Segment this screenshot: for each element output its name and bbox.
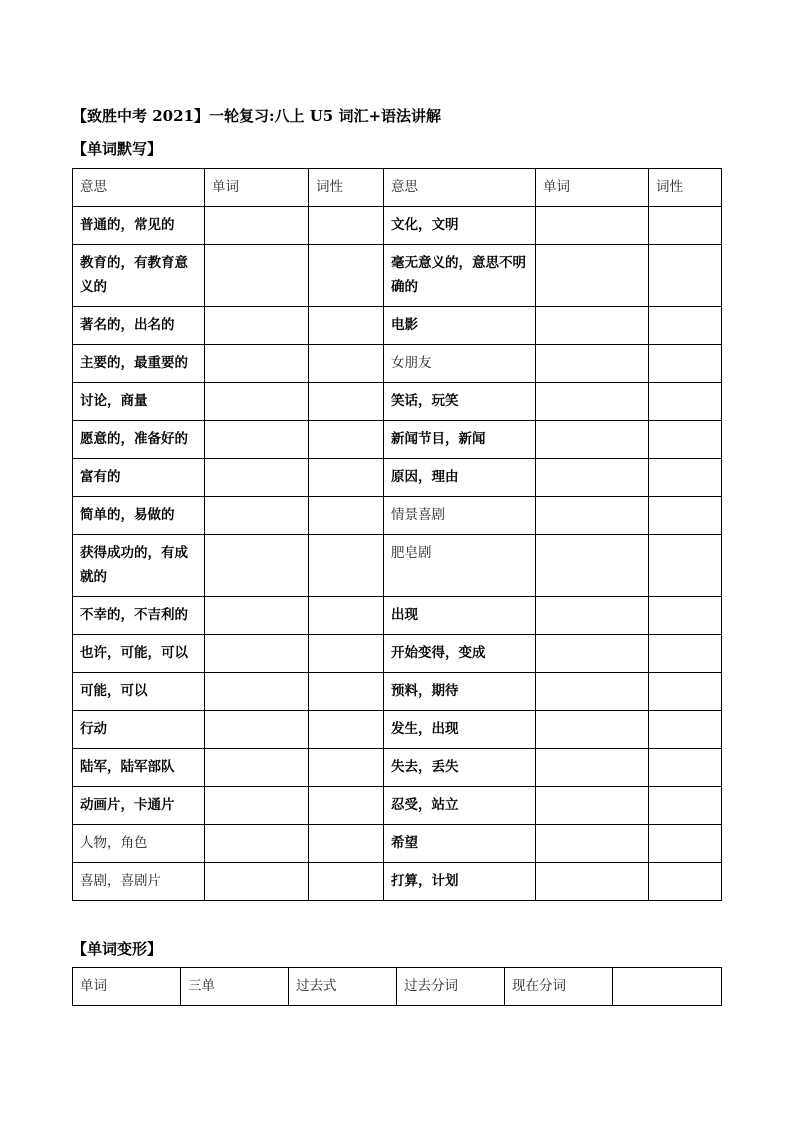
word-blank[interactable]	[536, 245, 649, 307]
pos-blank[interactable]	[309, 749, 384, 787]
word-blank[interactable]	[205, 535, 309, 597]
table-row	[73, 459, 722, 497]
meaning-cell: 动画片，卡通片	[73, 787, 205, 825]
meaning-cell: 不幸的，不吉利的	[73, 597, 205, 635]
forms-section-heading: 【单词变形】	[72, 940, 163, 958]
table-row	[73, 421, 722, 459]
table-row	[73, 597, 722, 635]
word-blank[interactable]	[205, 345, 309, 383]
word-blank[interactable]	[536, 535, 649, 597]
word-blank[interactable]	[205, 635, 309, 673]
pos-blank[interactable]	[309, 345, 384, 383]
pos-blank[interactable]	[309, 673, 384, 711]
meaning-cell: 普通的，常见的	[73, 207, 205, 245]
pos-blank[interactable]	[649, 383, 722, 421]
header-cell: 三单	[181, 968, 289, 1006]
pos-blank[interactable]	[649, 307, 722, 345]
pos-blank[interactable]	[309, 245, 384, 307]
pos-blank[interactable]	[649, 207, 722, 245]
meaning-cell: 原因，理由	[384, 459, 536, 497]
header-cell: 意思	[73, 169, 205, 207]
meaning-cell: 愿意的，准备好的	[73, 421, 205, 459]
word-blank[interactable]	[205, 459, 309, 497]
meaning-cell: 讨论，商量	[73, 383, 205, 421]
meaning-cell: 新闻节目，新闻	[384, 421, 536, 459]
header-cell: 现在分词	[505, 968, 613, 1006]
table-row	[73, 345, 722, 383]
meaning-cell: 忍受，站立	[384, 787, 536, 825]
word-blank[interactable]	[536, 421, 649, 459]
word-blank[interactable]	[205, 787, 309, 825]
meaning-cell: 情景喜剧	[384, 497, 536, 535]
word-blank[interactable]	[536, 459, 649, 497]
word-blank[interactable]	[536, 345, 649, 383]
table-row	[73, 635, 722, 673]
pos-blank[interactable]	[649, 749, 722, 787]
meaning-cell: 富有的	[73, 459, 205, 497]
word-blank[interactable]	[205, 421, 309, 459]
meaning-cell: 发生，出现	[384, 711, 536, 749]
meaning-cell: 电影	[384, 307, 536, 345]
meaning-cell: 肥皂剧	[384, 535, 536, 597]
meaning-cell: 可能，可以	[73, 673, 205, 711]
header-cell: 过去式	[289, 968, 397, 1006]
table-row	[73, 863, 722, 901]
pos-blank[interactable]	[649, 245, 722, 307]
header-cell: 单词	[205, 169, 309, 207]
table-row	[73, 245, 722, 307]
table-row	[73, 497, 722, 535]
pos-blank[interactable]	[309, 635, 384, 673]
word-blank[interactable]	[205, 383, 309, 421]
pos-blank[interactable]	[309, 597, 384, 635]
word-blank[interactable]	[205, 673, 309, 711]
meaning-cell: 预料，期待	[384, 673, 536, 711]
word-blank[interactable]	[205, 245, 309, 307]
pos-blank[interactable]	[309, 307, 384, 345]
word-blank[interactable]	[205, 711, 309, 749]
word-blank[interactable]	[536, 863, 649, 901]
pos-blank[interactable]	[649, 535, 722, 597]
pos-blank[interactable]	[309, 825, 384, 863]
table-row	[73, 749, 722, 787]
word-blank[interactable]	[536, 825, 649, 863]
word-blank[interactable]	[536, 749, 649, 787]
word-blank[interactable]	[536, 635, 649, 673]
word-blank[interactable]	[205, 749, 309, 787]
meaning-cell: 文化，文明	[384, 207, 536, 245]
meaning-cell: 也许，可能，可以	[73, 635, 205, 673]
header-cell: 单词	[536, 169, 649, 207]
table-row	[73, 383, 722, 421]
header-cell: 词性	[649, 169, 722, 207]
meaning-cell: 人物，角色	[73, 825, 205, 863]
table-row	[73, 673, 722, 711]
word-blank[interactable]	[205, 863, 309, 901]
pos-blank[interactable]	[309, 863, 384, 901]
word-blank[interactable]	[205, 307, 309, 345]
pos-blank[interactable]	[649, 497, 722, 535]
meaning-cell: 失去，丢失	[384, 749, 536, 787]
word-forms-table	[72, 967, 722, 1006]
pos-blank[interactable]	[649, 421, 722, 459]
pos-blank[interactable]	[649, 459, 722, 497]
word-blank[interactable]	[205, 207, 309, 245]
word-blank[interactable]	[536, 673, 649, 711]
table-header-row	[73, 169, 722, 207]
meaning-cell: 行动	[73, 711, 205, 749]
meaning-cell: 出现	[384, 597, 536, 635]
table-row	[73, 711, 722, 749]
word-blank[interactable]	[536, 207, 649, 245]
meaning-cell: 喜剧，喜剧片	[73, 863, 205, 901]
pos-blank[interactable]	[649, 345, 722, 383]
meaning-cell: 女朋友	[384, 345, 536, 383]
table-row	[73, 207, 722, 245]
table-row	[73, 825, 722, 863]
meaning-cell: 教育的，有教育意义的	[73, 245, 205, 307]
vocab-section-heading: 【单词默写】	[72, 140, 163, 158]
meaning-cell: 陆军，陆军部队	[73, 749, 205, 787]
header-cell: 单词	[73, 968, 181, 1006]
meaning-cell: 获得成功的，有成就的	[73, 535, 205, 597]
meaning-cell: 笑话，玩笑	[384, 383, 536, 421]
meaning-cell: 希望	[384, 825, 536, 863]
word-blank[interactable]	[536, 711, 649, 749]
word-blank[interactable]	[536, 307, 649, 345]
header-cell: 过去分词	[397, 968, 505, 1006]
word-blank[interactable]	[205, 825, 309, 863]
pos-blank[interactable]	[309, 459, 384, 497]
pos-blank[interactable]	[649, 673, 722, 711]
meaning-cell: 开始变得，变成	[384, 635, 536, 673]
pos-blank[interactable]	[309, 421, 384, 459]
table-header-row	[73, 968, 722, 1006]
word-blank[interactable]	[205, 597, 309, 635]
word-blank[interactable]	[536, 383, 649, 421]
pos-blank[interactable]	[309, 535, 384, 597]
table-row	[73, 787, 722, 825]
pos-blank[interactable]	[649, 825, 722, 863]
pos-blank[interactable]	[649, 635, 722, 673]
pos-blank[interactable]	[309, 787, 384, 825]
pos-blank[interactable]	[309, 383, 384, 421]
meaning-cell: 主要的，最重要的	[73, 345, 205, 383]
meaning-cell: 著名的，出名的	[73, 307, 205, 345]
pos-blank[interactable]	[649, 863, 722, 901]
word-blank[interactable]	[536, 787, 649, 825]
header-cell: 意思	[384, 169, 536, 207]
pos-blank[interactable]	[649, 711, 722, 749]
meaning-cell: 打算，计划	[384, 863, 536, 901]
pos-blank[interactable]	[649, 787, 722, 825]
table-row	[73, 535, 722, 597]
word-blank[interactable]	[536, 597, 649, 635]
pos-blank[interactable]	[309, 497, 384, 535]
pos-blank[interactable]	[309, 207, 384, 245]
meaning-cell: 简单的，易做的	[73, 497, 205, 535]
header-cell: 词性	[309, 169, 384, 207]
header-cell	[613, 968, 722, 1006]
word-blank[interactable]	[205, 497, 309, 535]
table-row	[73, 307, 722, 345]
pos-blank[interactable]	[309, 711, 384, 749]
word-blank[interactable]	[536, 497, 649, 535]
vocab-dictation-table	[72, 168, 722, 901]
meaning-cell: 毫无意义的，意思不明确的	[384, 245, 536, 307]
pos-blank[interactable]	[649, 597, 722, 635]
document-title: 【致胜中考 2021】一轮复习:八上 U5 词汇+语法讲解	[72, 107, 442, 125]
